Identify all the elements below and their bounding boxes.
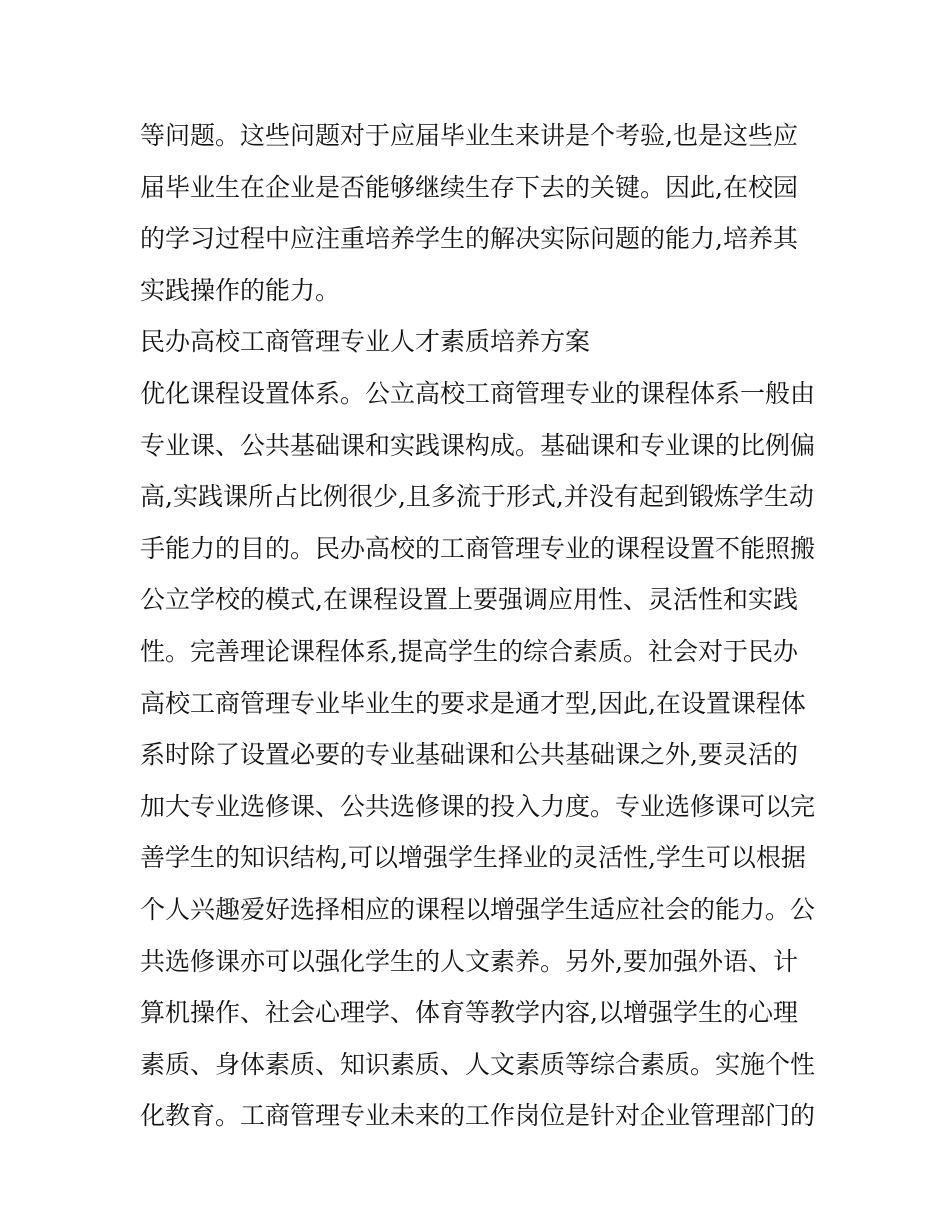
- text-line-6: 优化课程设置体系。公立高校工商管理专业的课程体系一般由: [140, 378, 816, 408]
- text-line-9: 手能力的目的。民办高校的工商管理专业的课程设置不能照搬: [140, 533, 816, 563]
- text-line-20: 化教育。工商管理专业未来的工作岗位是针对企业管理部门的: [140, 1101, 816, 1131]
- body-text: [140, 110, 820, 1142]
- text-line-19: 素质、身体素质、知识素质、人文素质等综合素质。实施个性: [140, 1049, 816, 1079]
- text-line-16: 个人兴趣爱好选择相应的课程以增强学生适应社会的能力。公: [140, 894, 816, 924]
- text-line-17: 共选修课亦可以强化学生的人文素养。另外,要加强外语、计: [140, 946, 798, 976]
- text-line-3: 的学习过程中应注重培养学生的解决实际问题的能力,培养其: [140, 224, 798, 254]
- text-line-1: 等问题。这些问题对于应届毕业生来讲是个考验,也是这些应: [140, 121, 798, 150]
- text-line-7: 专业课、公共基础课和实践课构成。基础课和专业课的比例偏: [140, 430, 816, 460]
- section-heading: 民办高校工商管理专业人才素质培养方案: [140, 327, 591, 357]
- text-line-18: 算机操作、社会心理学、体育等教学内容,以增强学生的心理: [140, 998, 798, 1028]
- text-line-14: 加大专业选修课、公共选修课的投入力度。专业选修课可以完: [140, 791, 816, 821]
- text-line-13: 系时除了设置必要的专业基础课和公共基础课之外,要灵活的: [140, 740, 798, 770]
- text-line-11: 性。完善理论课程体系,提高学生的综合素质。社会对于民办: [140, 636, 798, 666]
- text-line-4: 实践操作的能力。: [140, 275, 341, 305]
- text-line-2: 届毕业生在企业是否能够继续生存下去的关键。因此,在校园: [140, 172, 798, 202]
- text-line-8: 高,实践课所占比例很少,且多流于形式,并没有起到锻炼学生动: [140, 482, 814, 512]
- text-line-10: 公立学校的模式,在课程设置上要强调应用性、灵活性和实践: [140, 585, 798, 615]
- text-line-15: 善学生的知识结构,可以增强学生择业的灵活性,学生可以根据: [140, 843, 806, 873]
- text-line-12: 高校工商管理专业毕业生的要求是通才型,因此,在设置课程体: [140, 688, 806, 718]
